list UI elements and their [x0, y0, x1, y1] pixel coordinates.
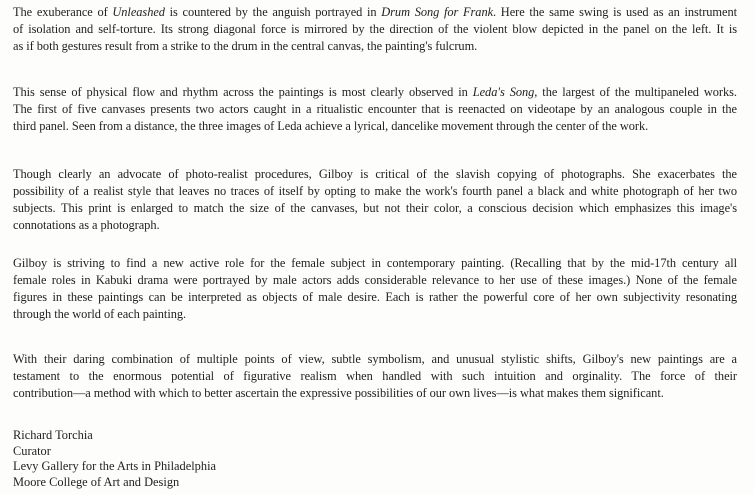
text-line: contribution—a method with which to better ascertain the expressive possibilities of our own lives—is what makes them significant. — [13, 386, 664, 400]
text-line: Gilboy is striving to find a new active role for the female subject in contemporary painting. (Recalling that by the mid-17th century all — [13, 256, 737, 270]
paragraph-photo-realism — [13, 166, 737, 234]
text-line: The first of five canvases presents two actors caught in a ritualistic encounter that is reenacted on videotape by an analogous couple in the — [13, 102, 737, 116]
signature-block — [13, 428, 216, 490]
college-name: Moore College of Art and Design — [13, 474, 180, 489]
text-line: of isolation and self-torture. Its strong diagonal force is mirrored by the direction of the violent blow depicted in the panel on the left. It is — [13, 22, 737, 36]
text-line: The exuberance of Unleashed is countered by the anguish portrayed in Drum Song for Frank. Here the same swing is used as an instrument — [13, 5, 737, 19]
text-line: connotations as a photograph. — [13, 218, 160, 232]
artwork-title-unleashed: Unleashed — [112, 5, 165, 19]
text-line: This sense of physical flow and rhythm across the paintings is most clearly observed in Leda's Song, the largest of the multipaneled works. — [13, 85, 737, 99]
text-line: as if both gestures result from a strike to the drum in the central canvas, the painting's fulcrum. — [13, 39, 478, 53]
text-line: possibility of a realist style that leaves no traces of itself by opting to make the work's fourth panel a black and white photograph of her two — [13, 184, 737, 198]
text-line: With their daring combination of multiple points of view, subtle symbolism, and unusual stylistic shifts, Gilboy's new paintings are a — [13, 352, 737, 366]
text-line: figures in these paintings can be interpreted as objects of male desire. Each is rather the powerful core of her own subjectivity resonating — [13, 290, 737, 304]
text-line: female roles in Kabuki drama were portrayed by male actors adds considerable relevance to her use of these images.) None of the female — [13, 273, 737, 287]
artwork-title-ledas-song: Leda's Song — [472, 85, 535, 99]
author-title: Curator — [13, 443, 51, 458]
paragraph-ledas-song — [13, 84, 737, 135]
gallery-name: Levy Gallery for the Arts in Philadelphia — [13, 459, 217, 473]
paragraph-conclusion — [13, 351, 737, 402]
text-line: testament to the enormous potential of figurative realism when handled with such intuition and orginality. The force of their — [13, 369, 737, 383]
paragraph-drum-song — [13, 4, 737, 55]
artwork-title-drum-song: Drum Song for Frank — [381, 5, 494, 19]
text-line: subjects. This print is enlarged to match the size of the canvases, but not their color, a conscious decision which emphasizes this image's — [13, 201, 737, 215]
text-line: third panel. Seen from a distance, the three images of Leda achieve a lyrical, dancelike movement through the center of the work. — [13, 119, 649, 133]
text-line: through the world of each painting. — [13, 307, 187, 321]
paragraph-female-subject — [13, 255, 737, 323]
author-name: Richard Torchia — [13, 428, 93, 442]
text-line: Though clearly an advocate of photo-realist procedures, Gilboy is critical of the slavish copying of photographs. She exacerbates the — [13, 167, 737, 181]
